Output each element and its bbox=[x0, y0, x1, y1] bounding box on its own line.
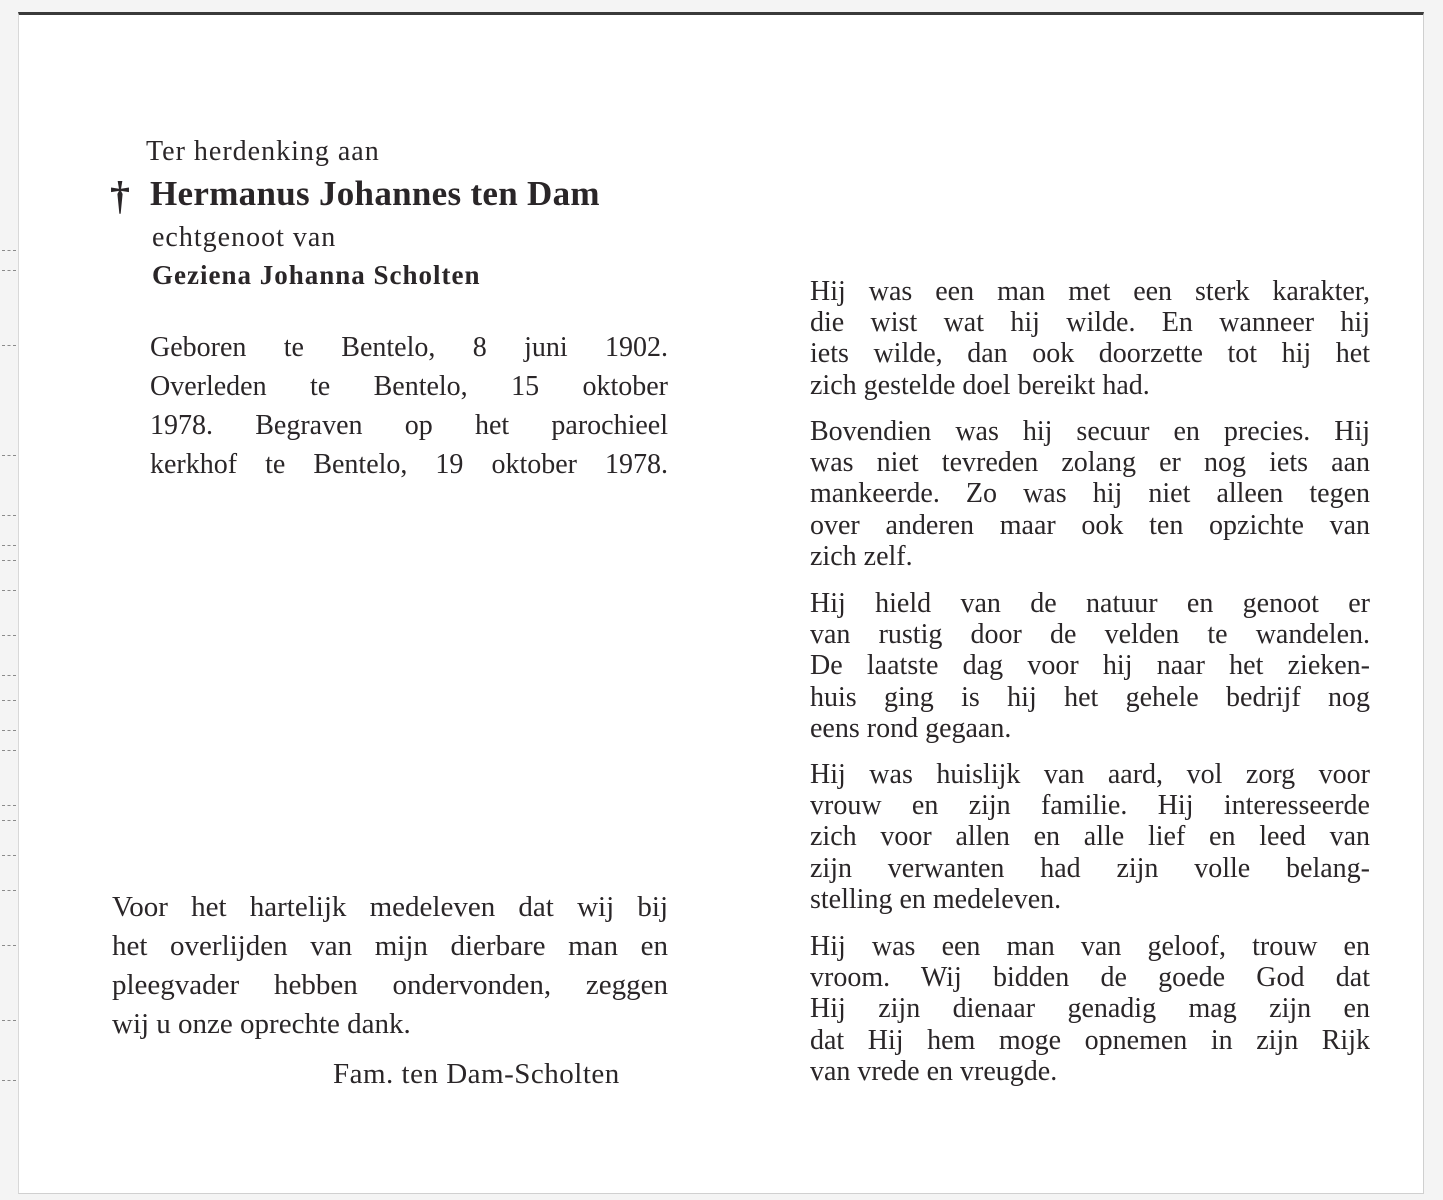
paragraph-line: van vrede en vreugde. bbox=[810, 1055, 1058, 1087]
paragraph-line: iets wilde, dan ook doorzette tot hij het bbox=[810, 338, 1370, 370]
paragraph-line: Bovendien was hij secuur en precies. Hij bbox=[810, 416, 1370, 447]
paragraph-line: Hij hield van de natuur en genoot er bbox=[810, 588, 1370, 619]
paragraph-line: zich gestelde doel bereikt had. bbox=[810, 369, 1150, 401]
paragraph-line: Hij was een man met een sterk karakter, bbox=[810, 276, 1370, 307]
paragraph-line: Hij zijn dienaar genadig mag zijn en bbox=[810, 993, 1370, 1025]
precision-paragraph bbox=[810, 416, 1370, 572]
paragraph-line: die wist wat hij wilde. En wanneer hij bbox=[810, 307, 1370, 339]
intro-text: Ter herdenking aan bbox=[146, 136, 380, 167]
paragraph-line: dat Hij hem moge opnemen in zijn Rijk bbox=[810, 1024, 1370, 1056]
dates-line: Geboren te Bentelo, 8 juni 1902. bbox=[150, 332, 668, 363]
family-signature: Fam. ten Dam-Scholten bbox=[333, 1058, 620, 1090]
paragraph-line: over anderen maar ook ten opzichte van bbox=[810, 509, 1370, 541]
character-paragraph bbox=[810, 276, 1370, 401]
family-paragraph bbox=[810, 759, 1370, 915]
paragraph-line: zijn verwanten had zijn volle belang- bbox=[810, 852, 1370, 884]
cross-icon: † bbox=[110, 173, 130, 218]
paragraph-line: Hij was een man van geloof, trouw en bbox=[810, 931, 1370, 962]
paragraph-line: was niet tevreden zolang er nog iets aan bbox=[810, 447, 1370, 479]
scan-edge-marks bbox=[0, 240, 20, 1140]
dates-paragraph bbox=[150, 328, 668, 484]
thanks-line: het overlijden van mijn dierbare man en bbox=[112, 930, 668, 962]
thanks-line: pleegvader hebben ondervonden, zeggen bbox=[112, 969, 668, 1001]
paragraph-line: mankeerde. Zo was hij niet alleen tegen bbox=[810, 478, 1370, 510]
faith-paragraph bbox=[810, 931, 1370, 1087]
thanks-line: Voor het hartelijk medeleven dat wij bij bbox=[112, 891, 668, 923]
dates-line: kerkhof te Bentelo, 19 oktober 1978. bbox=[150, 449, 668, 480]
paragraph-line: stelling en medeleven. bbox=[810, 883, 1062, 915]
paragraph-line: huis ging is hij het gehele bedrijf nog bbox=[810, 681, 1370, 713]
thanks-paragraph bbox=[112, 888, 668, 1044]
paragraph-line: zich voor allen en alle lief en leed van bbox=[810, 821, 1370, 853]
spouse-label: echtgenoot van bbox=[152, 222, 337, 253]
deceased-name: Hermanus Johannes ten Dam bbox=[150, 174, 600, 213]
paragraph-line: vrouw en zijn familie. Hij interesseerde bbox=[810, 790, 1370, 822]
dates-line: 1978. Begraven op het parochieel bbox=[150, 410, 668, 441]
nature-paragraph bbox=[810, 588, 1370, 744]
paragraph-line: van rustig door de velden te wandelen. bbox=[810, 619, 1370, 651]
paragraph-line: Hij was huislijk van aard, vol zorg voor bbox=[810, 759, 1370, 790]
spouse-name: Geziena Johanna Scholten bbox=[152, 260, 481, 290]
paragraph-line: De laatste dag voor hij naar het zieken- bbox=[810, 650, 1370, 682]
dates-line: Overleden te Bentelo, 15 oktober bbox=[150, 371, 668, 402]
thanks-line: wij u onze oprechte dank. bbox=[112, 1008, 411, 1040]
paragraph-line: eens rond gegaan. bbox=[810, 712, 1012, 744]
paragraph-line: zich zelf. bbox=[810, 540, 913, 572]
paragraph-line: vroom. Wij bidden de goede God dat bbox=[810, 962, 1370, 994]
